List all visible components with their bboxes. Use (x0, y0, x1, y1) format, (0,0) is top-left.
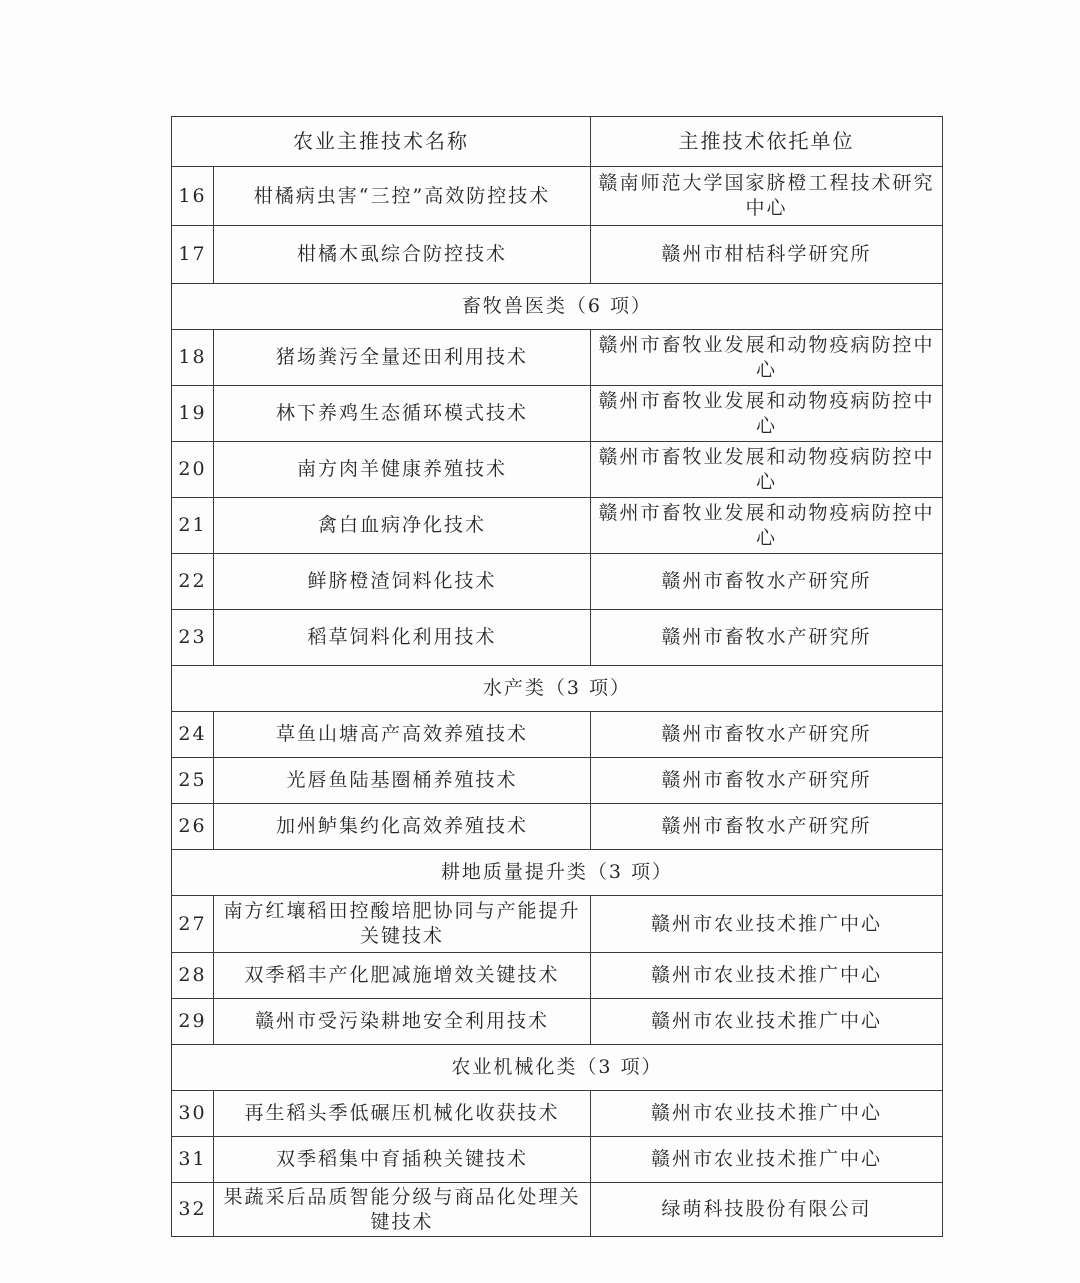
table-header-row (172, 117, 943, 167)
table-row (172, 610, 943, 666)
support-unit: 赣州市农业技术推广中心 (591, 953, 943, 999)
category-label: 水产类（3 项） (172, 666, 943, 712)
tech-name: 再生稻头季低碾压机械化收获技术 (214, 1091, 591, 1137)
tech-name: 柑橘木虱综合防控技术 (214, 226, 591, 284)
support-unit: 赣南师范大学国家脐橙工程技术研究中心 (591, 167, 943, 226)
table-row (172, 442, 943, 498)
table-row (172, 226, 943, 284)
tech-name: 稻草饲料化利用技术 (214, 610, 591, 666)
category-row (172, 850, 943, 896)
row-number: 26 (172, 804, 214, 850)
tech-name: 猪场粪污全量还田利用技术 (214, 330, 591, 386)
table-row (172, 386, 943, 442)
row-number: 23 (172, 610, 214, 666)
table-row (172, 1091, 943, 1137)
category-row (172, 1045, 943, 1091)
row-number: 21 (172, 498, 214, 554)
support-unit: 赣州市畜牧业发展和动物疫病防控中心 (591, 498, 943, 554)
table-row (172, 896, 943, 953)
header-name: 农业主推技术名称 (172, 117, 591, 167)
row-number: 24 (172, 712, 214, 758)
support-unit: 赣州市畜牧水产研究所 (591, 758, 943, 804)
category-label: 耕地质量提升类（3 项） (172, 850, 943, 896)
support-unit: 赣州市农业技术推广中心 (591, 896, 943, 953)
support-unit: 赣州市畜牧水产研究所 (591, 554, 943, 610)
tech-name: 双季稻集中育插秧关键技术 (214, 1137, 591, 1183)
tech-name: 草鱼山塘高产高效养殖技术 (214, 712, 591, 758)
row-number: 25 (172, 758, 214, 804)
support-unit: 赣州市畜牧业发展和动物疫病防控中心 (591, 330, 943, 386)
support-unit: 赣州市畜牧水产研究所 (591, 804, 943, 850)
tech-name: 鲜脐橙渣饲料化技术 (214, 554, 591, 610)
category-row (172, 666, 943, 712)
row-number: 22 (172, 554, 214, 610)
support-unit: 赣州市畜牧业发展和动物疫病防控中心 (591, 442, 943, 498)
table-row (172, 804, 943, 850)
table-row (172, 1137, 943, 1183)
tech-table (171, 116, 943, 1237)
support-unit: 赣州市畜牧水产研究所 (591, 610, 943, 666)
row-number: 30 (172, 1091, 214, 1137)
row-number: 16 (172, 167, 214, 226)
support-unit: 赣州市农业技术推广中心 (591, 1137, 943, 1183)
category-label: 农业机械化类（3 项） (172, 1045, 943, 1091)
table-row (172, 712, 943, 758)
row-number: 18 (172, 330, 214, 386)
table-body (172, 167, 943, 1237)
row-number: 29 (172, 999, 214, 1045)
table-row (172, 330, 943, 386)
table-row (172, 999, 943, 1045)
tech-name: 加州鲈集约化高效养殖技术 (214, 804, 591, 850)
tech-name: 禽白血病净化技术 (214, 498, 591, 554)
table-row (172, 554, 943, 610)
header-unit: 主推技术依托单位 (591, 117, 943, 167)
row-number: 28 (172, 953, 214, 999)
tech-name: 双季稻丰产化肥减施增效关键技术 (214, 953, 591, 999)
table-row (172, 758, 943, 804)
row-number: 32 (172, 1183, 214, 1237)
row-number: 17 (172, 226, 214, 284)
row-number: 20 (172, 442, 214, 498)
support-unit: 赣州市畜牧水产研究所 (591, 712, 943, 758)
table-row (172, 498, 943, 554)
support-unit: 赣州市柑桔科学研究所 (591, 226, 943, 284)
tech-name: 柑橘病虫害“三控”高效防控技术 (214, 167, 591, 226)
tech-name: 赣州市受污染耕地安全利用技术 (214, 999, 591, 1045)
table-row (172, 1183, 943, 1237)
category-row (172, 284, 943, 330)
tech-name: 林下养鸡生态循环模式技术 (214, 386, 591, 442)
row-number: 31 (172, 1137, 214, 1183)
support-unit: 赣州市畜牧业发展和动物疫病防控中心 (591, 386, 943, 442)
table-row (172, 953, 943, 999)
support-unit: 赣州市农业技术推广中心 (591, 1091, 943, 1137)
category-label: 畜牧兽医类（6 项） (172, 284, 943, 330)
tech-name: 光唇鱼陆基圈桶养殖技术 (214, 758, 591, 804)
tech-name: 南方红壤稻田控酸培肥协同与产能提升关键技术 (214, 896, 591, 953)
table-row (172, 167, 943, 226)
tech-name: 南方肉羊健康养殖技术 (214, 442, 591, 498)
support-unit: 绿萌科技股份有限公司 (591, 1183, 943, 1237)
tech-name: 果蔬采后品质智能分级与商品化处理关键技术 (214, 1183, 591, 1237)
support-unit: 赣州市农业技术推广中心 (591, 999, 943, 1045)
row-number: 19 (172, 386, 214, 442)
row-number: 27 (172, 896, 214, 953)
